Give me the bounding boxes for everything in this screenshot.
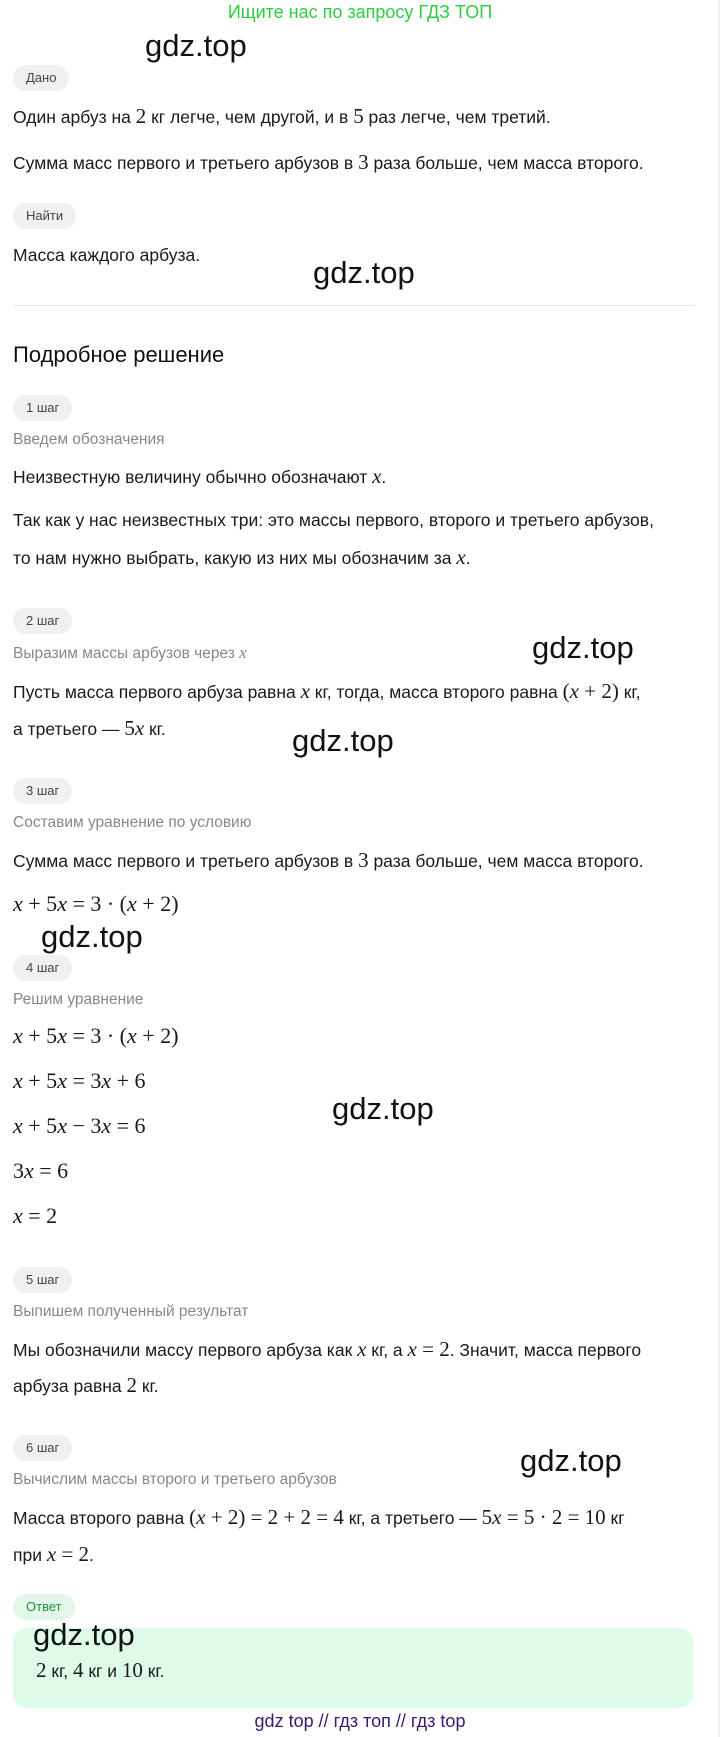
- step-1-text: Неизвестную величину обычно обозначают x.: [13, 464, 387, 488]
- step-1-text-2a: Так как у нас неизвестных три: это массы первого, второго и третьего арбузов,: [13, 510, 654, 530]
- step-4-equation: x + 5x = 3x + 6: [13, 1068, 146, 1093]
- watermark: gdz.top: [313, 255, 415, 290]
- step-6-text-2: при x = 2.: [13, 1542, 94, 1566]
- step-5-text-1: Мы обозначили массу первого арбуза как x кг, а x = 2. Значит, масса первого: [13, 1337, 642, 1361]
- step-1-subtitle: Введем обозначения: [13, 431, 165, 448]
- step-3-equation: x + 5x = 3 · (x + 2): [13, 891, 179, 916]
- find-text: Масса каждого арбуза.: [13, 245, 201, 265]
- watermark: gdz.top: [292, 723, 394, 758]
- step-6-text-1: Масса второго равна (x + 2) = 2 + 2 = 4 кг, а третьего — 5x = 5 · 2 = 10 кг: [13, 1505, 625, 1529]
- step-4-subtitle: Решим уравнение: [13, 991, 144, 1008]
- step-2-text-2: а третьего — 5x кг.: [13, 716, 166, 740]
- given-line-2: Сумма масс первого и третьего арбузов в 3 раза больше, чем масса второго.: [13, 150, 644, 174]
- answer-text: 2 кг, 4 кг и 10 кг.: [36, 1658, 165, 1682]
- step-5-text-2: арбуза равна 2 кг.: [13, 1373, 159, 1397]
- step-3-text: Сумма масс первого и третьего арбузов в 3 раза больше, чем масса второго.: [13, 848, 644, 872]
- watermark: gdz.top: [520, 1443, 622, 1478]
- step-2-text-1: Пусть масса первого арбуза равна x кг, тогда, масса второго равна (x + 2) кг,: [13, 679, 641, 703]
- step-4-equation: x = 2: [13, 1203, 58, 1228]
- step-1-label: 1 шаг: [13, 395, 72, 421]
- watermark: gdz.top: [145, 28, 247, 63]
- step-5-label: 5 шаг: [13, 1267, 72, 1293]
- section-divider: [13, 305, 695, 306]
- watermark: gdz.top: [532, 630, 634, 665]
- watermark: gdz.top: [33, 1617, 135, 1652]
- given-label: Дано: [13, 65, 69, 91]
- step-6-label: 6 шаг: [13, 1435, 72, 1461]
- find-label: Найти: [13, 203, 76, 229]
- watermark: gdz.top: [41, 919, 143, 954]
- step-6-subtitle: Вычислим массы второго и третьего арбузов: [13, 1471, 337, 1488]
- step-4-label: 4 шаг: [13, 955, 72, 981]
- step-3-subtitle: Составим уравнение по условию: [13, 814, 252, 831]
- step-2-subtitle: Выразим массы арбузов через x: [13, 643, 247, 662]
- solution-title: Подробное решение: [13, 342, 225, 367]
- given-line-1: Один арбуз на 2 кг легче, чем другой, и в 5 раз легче, чем третий.: [13, 104, 551, 128]
- step-5-subtitle: Выпишем полученный результат: [13, 1303, 249, 1320]
- step-1-text-2b: то нам нужно выбрать, какую из них мы обозначим за x.: [13, 545, 471, 569]
- step-4-equation: x + 5x = 3 · (x + 2): [13, 1023, 179, 1048]
- step-2-label: 2 шаг: [13, 608, 72, 634]
- answer-label: Ответ: [13, 1594, 75, 1620]
- watermark: gdz.top: [332, 1091, 434, 1126]
- top-banner[interactable]: Ищите нас по запросу ГДЗ ТОП: [227, 2, 493, 22]
- step-4-equation: 3x = 6: [13, 1158, 69, 1183]
- step-3-label: 3 шаг: [13, 778, 72, 804]
- step-4-equation: x + 5x − 3x = 6: [13, 1113, 146, 1138]
- footer-links[interactable]: gdz top // гдз топ // гдз top: [254, 1711, 466, 1731]
